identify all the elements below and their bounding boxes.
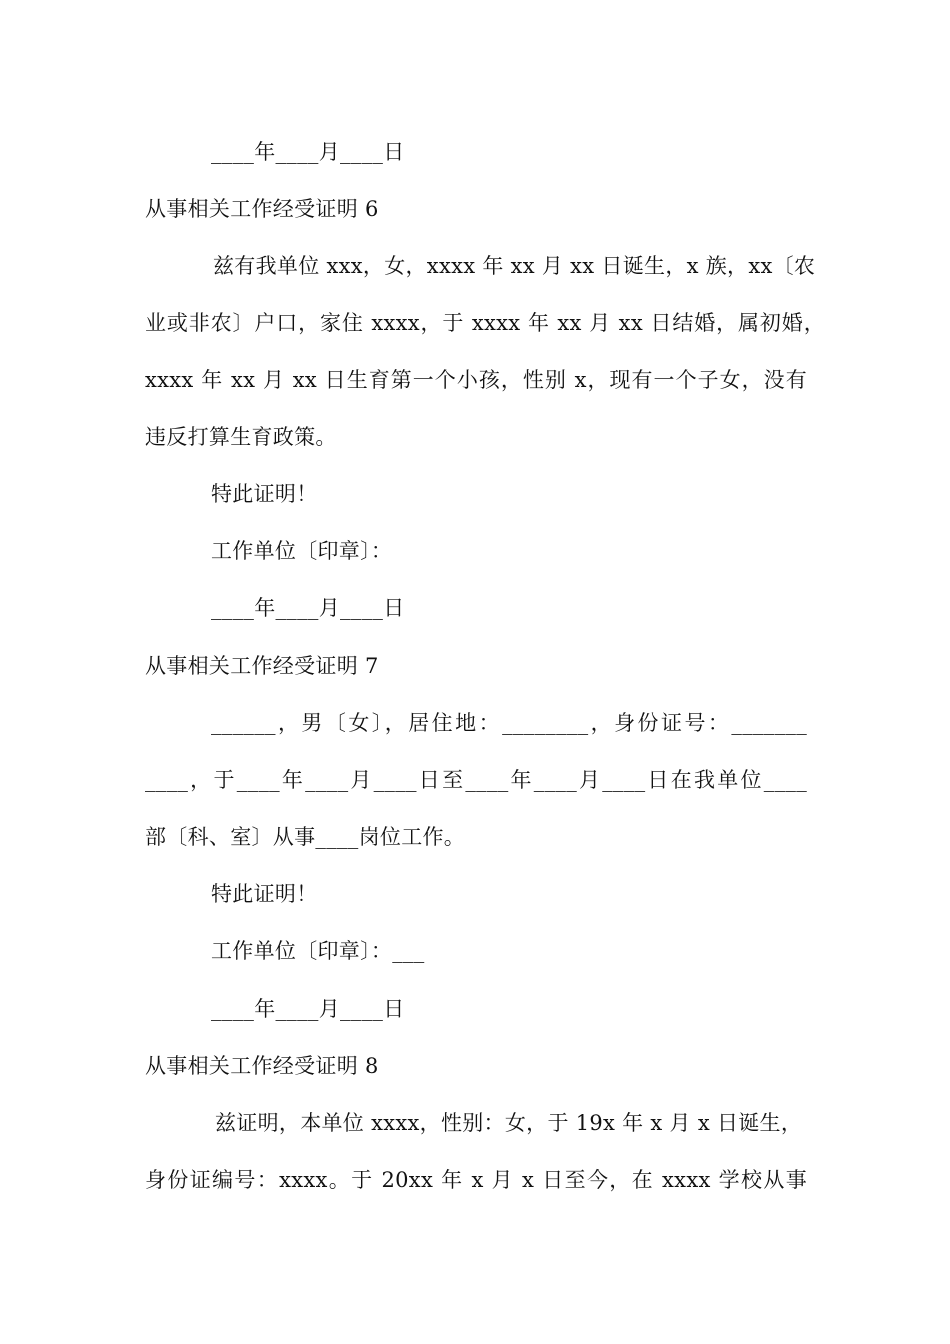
- certify-line: 特此证明！: [211, 882, 318, 906]
- section-title-6: 从事相关工作经受证明 6: [145, 197, 379, 221]
- paragraph-line: 身份证编号：xxxx。于 20xx 年 x 月 x 日至今，在 xxxx 学校从事: [145, 1168, 807, 1192]
- paragraph-line: 违反打算生育政策。: [145, 425, 337, 449]
- date-line: ____年____月____日: [211, 140, 405, 164]
- employer-seal-line: 工作单位〔印章〕：: [211, 539, 393, 563]
- certify-line: 特此证明！: [211, 482, 318, 506]
- paragraph-line: ____，于____年____月____日至____年____月____日在我单位____: [145, 768, 807, 792]
- paragraph-line: xxxx 年 xx 月 xx 日生育第一个小孩，性别 x，现有一个子女，没有: [145, 368, 807, 392]
- paragraph-line: 部〔科、室〕从事____岗位工作。: [145, 825, 466, 849]
- employer-seal-line: 工作单位〔印章〕：___: [211, 939, 425, 963]
- paragraph-line: ______，男〔女〕，居住地：________，身份证号：_______: [211, 711, 807, 735]
- section-title-8: 从事相关工作经受证明 8: [145, 1054, 379, 1078]
- date-line: ____年____月____日: [211, 596, 405, 620]
- paragraph-line: 兹有我单位 xxx，女，xxxx 年 xx 月 xx 日诞生，x 族，xx〔农: [213, 254, 816, 278]
- paragraph-line: 兹证明，本单位 xxxx，性别：女，于 19x 年 x 月 x 日诞生，: [215, 1111, 803, 1135]
- date-line: ____年____月____日: [211, 997, 405, 1021]
- paragraph-line: 业或非农〕户口，家住 xxxx，于 xxxx 年 xx 月 xx 日结婚，属初婚，: [145, 311, 825, 335]
- section-title-7: 从事相关工作经受证明 7: [145, 654, 379, 678]
